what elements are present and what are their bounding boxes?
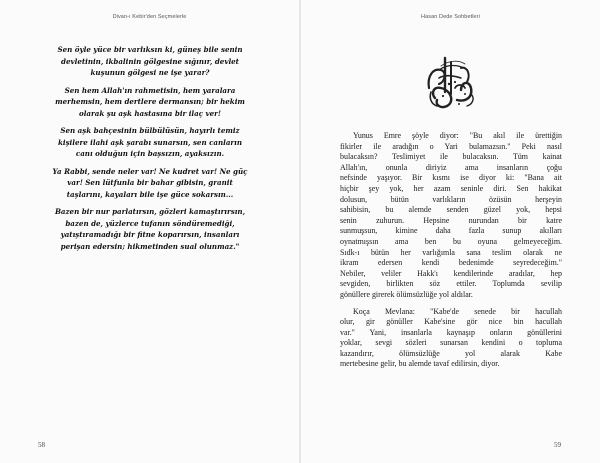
poem-line: Ya Rabbi, sende neler var! Ne kudret var! Ne güç [52, 166, 248, 176]
text-line: yoklar, sevgi sözleri sunarsan kendini o topluma [340, 338, 562, 348]
poem-line: yatıştıramadığı bir fitne koparırsın, insanları [60, 230, 240, 239]
body-text [340, 131, 562, 376]
poem-line: var! Sen lütfunla bir bahar gibisin, granit [67, 178, 233, 187]
text-line: Sıdk-ı bütün her varlığımla sana teslim olarak ne [340, 247, 562, 257]
poem-line: taşlarını, kayaları bile işe güce sokarsın... [66, 189, 234, 199]
poem-stanza [38, 166, 262, 201]
poem-stanza [38, 44, 262, 79]
text-line: Koça Mevlana: "Kabe'de senede bir hacullah [353, 306, 562, 316]
poem-line: Sen hem Allah'ın rahmetisin, hem yaralara [64, 85, 236, 95]
left-page [0, 0, 299, 463]
left-page-number: 58 [38, 441, 45, 449]
text-line: bulacaksın? Teslimiyet ile bulacaksın. Tüm kainat [340, 152, 562, 162]
poem-stanza [38, 85, 262, 120]
poem-stanza [38, 206, 262, 252]
poem-line: perişan edersin; hikmetinden sual olunmaz." [60, 241, 240, 251]
poem-line: kuşunun gölgesi ne işe yarar? [90, 68, 210, 77]
poem-line: olarak şu aşk hastasına bir ilaç ver! [79, 108, 221, 118]
right-running-head: Hasan Dede Sohbetleri [421, 14, 480, 20]
text-line: Nebiler, veliler Hakk'ı kendilerinde aradılar, hep [340, 268, 562, 278]
text-line: dolusun, bütün varlıkların özüsün herşeyin [340, 194, 562, 204]
poem [38, 44, 262, 258]
text-line: sunmuşsun, kimine daha fazla sunup akılları [340, 226, 562, 236]
text-line: kazandırır, ölümsüzlüğe yol alarak Kabe [340, 348, 562, 358]
left-running-head: Divan-ı Kebir'den Seçmelerle [112, 14, 187, 20]
text-line: sevgiden, birlikten söz ettiler. Toplumda sevilip [340, 279, 562, 289]
right-page-number: 59 [554, 441, 561, 449]
poem-line: Sen öyle yüce bir varlıksın ki, güneş bile senin [57, 45, 243, 54]
text-line: sahibisin, bu alemde senden güzel yok, hepsi [340, 205, 562, 215]
text-line: mertebesine gelir, bu alemde tavaf edilirsin, diyor. [340, 359, 500, 369]
poem-line: Sen aşk bahçesinin bülbülüsün, hayırlı temiz [60, 126, 240, 135]
poem-line: kişilere ilahi aşk şarabı sunarsın, sen canların [57, 137, 243, 147]
text-line: senin zuhurun. Hepsine nurundan bir katre [340, 215, 562, 225]
paragraph [340, 307, 562, 371]
arabic-calligraphy-icon [421, 48, 481, 110]
poem-line: merhemsin, hem dertlere dermansın; bir hekim [55, 97, 245, 106]
text-line: var." Yani, insanlarla kaynaşıp onların gönüllerini [340, 327, 562, 337]
poem-stanza [38, 125, 262, 160]
poem-line: devletinin, ikbalinin gölgesine sığınır, devlet [61, 56, 239, 66]
text-line: oynatmışsın ama ben bu oyuna gelmeyeceğim. [340, 236, 562, 246]
text-line: fikirler ile aradığın o Yari bulamazsın." Peki nasıl [340, 141, 562, 151]
text-line: olur, gir gönüller Kabe'sine gör nice bin hacullah [340, 317, 562, 327]
text-line: hiçbir şey yok, her azam seninle diri. Sen hakikat [340, 183, 562, 193]
poem-line: canı olduğun için başsızın, ayaksızın. [75, 149, 225, 158]
text-line: ikram edersen kendi bedenimde seyredeceğim." [340, 258, 562, 268]
poem-line: Bazen bir nur parlatırsın, gözleri kamaştırırsın, [54, 207, 246, 216]
poem-line: bazen de, yüzlerce tufanın söndüremediği, [65, 218, 235, 228]
paragraph [340, 131, 562, 301]
text-line: nefsinde yaşıyor. Bir kısmı ise diyor ki: "Bana ait [340, 173, 562, 183]
text-line: gönüllere girerek ölümsüzlüğe yol aldılar. [340, 289, 473, 299]
text-line: Yunus Emre şöyle diyor: "Bu akıl ile ürettiğin [353, 131, 562, 140]
text-line: Allah'ın, onunla diriyiz ama insanların çoğu [340, 162, 562, 172]
